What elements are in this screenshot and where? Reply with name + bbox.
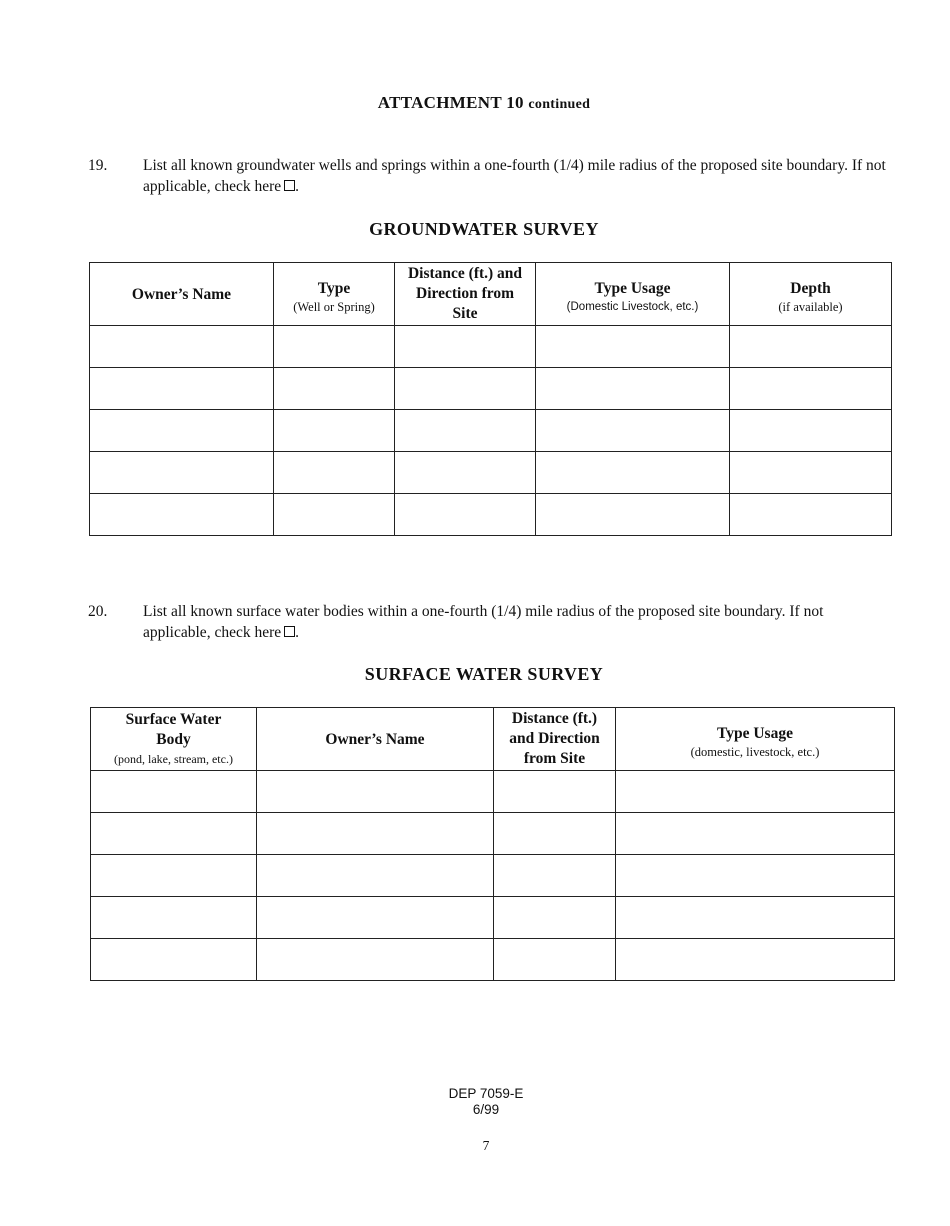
form-footer (0, 1086, 950, 1118)
input-cell[interactable] (257, 855, 494, 897)
groundwater-survey-table (89, 262, 892, 536)
input-cell[interactable] (616, 771, 895, 813)
input-cell[interactable] (257, 771, 494, 813)
input-cell[interactable] (536, 410, 730, 452)
not-applicable-checkbox-20[interactable] (284, 626, 295, 637)
input-cell[interactable] (730, 494, 892, 536)
input-cell[interactable] (730, 452, 892, 494)
input-cell[interactable] (494, 897, 616, 939)
col-header-owner-name: Owner’s Name (90, 263, 274, 326)
input-cell[interactable] (536, 494, 730, 536)
form-date: 6/99 (472, 1102, 500, 1117)
input-cell[interactable] (91, 771, 257, 813)
input-cell[interactable] (536, 326, 730, 368)
input-cell[interactable] (90, 368, 274, 410)
table-row (91, 855, 895, 897)
input-cell[interactable] (257, 939, 494, 981)
input-cell[interactable] (494, 771, 616, 813)
input-cell[interactable] (395, 494, 536, 536)
surface-water-survey-title: SURFACE WATER SURVEY (364, 664, 604, 684)
input-cell[interactable] (494, 939, 616, 981)
table-row (90, 326, 892, 368)
question-20-number: 20. (88, 603, 108, 620)
form-id: DEP 7059-E (448, 1086, 524, 1101)
title-suffix: continued (528, 97, 591, 112)
table-row (91, 771, 895, 813)
page-number: 7 (482, 1138, 490, 1153)
question-20-text: List all known surface water bodies within a one-fourth (1/4) mile radius of the proposed site boundary. If not applicable, check here (143, 603, 824, 641)
input-cell[interactable] (90, 410, 274, 452)
input-cell[interactable] (257, 897, 494, 939)
col-header-type-usage: Type Usage (Domestic Livestock, etc.) (536, 263, 730, 326)
input-cell[interactable] (616, 939, 895, 981)
question-20-end: . (295, 624, 299, 641)
input-cell[interactable] (730, 410, 892, 452)
input-cell[interactable] (536, 452, 730, 494)
input-cell[interactable] (91, 855, 257, 897)
input-cell[interactable] (274, 452, 395, 494)
input-cell[interactable] (274, 368, 395, 410)
table-header-row (91, 708, 895, 771)
table-row (90, 494, 892, 536)
input-cell[interactable] (257, 813, 494, 855)
input-cell[interactable] (536, 368, 730, 410)
table-row (91, 813, 895, 855)
page-title (0, 93, 950, 113)
question-19-end: . (295, 178, 299, 195)
col-header-type-usage: Type Usage (domestic, livestock, etc.) (616, 708, 895, 771)
input-cell[interactable] (616, 855, 895, 897)
table-row (90, 452, 892, 494)
col-header-depth: Depth (if available) (730, 263, 892, 326)
input-cell[interactable] (616, 897, 895, 939)
input-cell[interactable] (274, 410, 395, 452)
input-cell[interactable] (90, 326, 274, 368)
col-header-surface-water-body: Surface Water Body (pond, lake, stream, etc.) (91, 708, 257, 771)
input-cell[interactable] (395, 410, 536, 452)
input-cell[interactable] (90, 452, 274, 494)
col-header-type: Type (Well or Spring) (274, 263, 395, 326)
input-cell[interactable] (730, 326, 892, 368)
not-applicable-checkbox-19[interactable] (284, 180, 295, 191)
table-row (91, 897, 895, 939)
table-header-row (90, 263, 892, 326)
input-cell[interactable] (730, 368, 892, 410)
groundwater-survey-title: GROUNDWATER SURVEY (369, 219, 599, 239)
input-cell[interactable] (395, 368, 536, 410)
table-row (90, 410, 892, 452)
input-cell[interactable] (91, 897, 257, 939)
surface-water-survey-table (90, 707, 895, 981)
input-cell[interactable] (274, 494, 395, 536)
input-cell[interactable] (91, 813, 257, 855)
input-cell[interactable] (274, 326, 395, 368)
col-header-distance: Distance (ft.) and Direction from Site (395, 263, 536, 326)
input-cell[interactable] (395, 326, 536, 368)
col-header-owner-name: Owner’s Name (257, 708, 494, 771)
input-cell[interactable] (494, 855, 616, 897)
title-main: ATTACHMENT 10 (377, 93, 524, 112)
input-cell[interactable] (494, 813, 616, 855)
input-cell[interactable] (90, 494, 274, 536)
input-cell[interactable] (91, 939, 257, 981)
table-row (90, 368, 892, 410)
col-header-distance: Distance (ft.) and Direction from Site (494, 708, 616, 771)
question-19-text: List all known groundwater wells and springs within a one-fourth (1/4) mile radius of the proposed site boundary. If not applicable, check here (143, 157, 886, 195)
question-19 (88, 155, 888, 197)
table-row (91, 939, 895, 981)
input-cell[interactable] (395, 452, 536, 494)
question-19-number: 19. (88, 157, 108, 174)
input-cell[interactable] (616, 813, 895, 855)
question-20 (88, 601, 888, 643)
